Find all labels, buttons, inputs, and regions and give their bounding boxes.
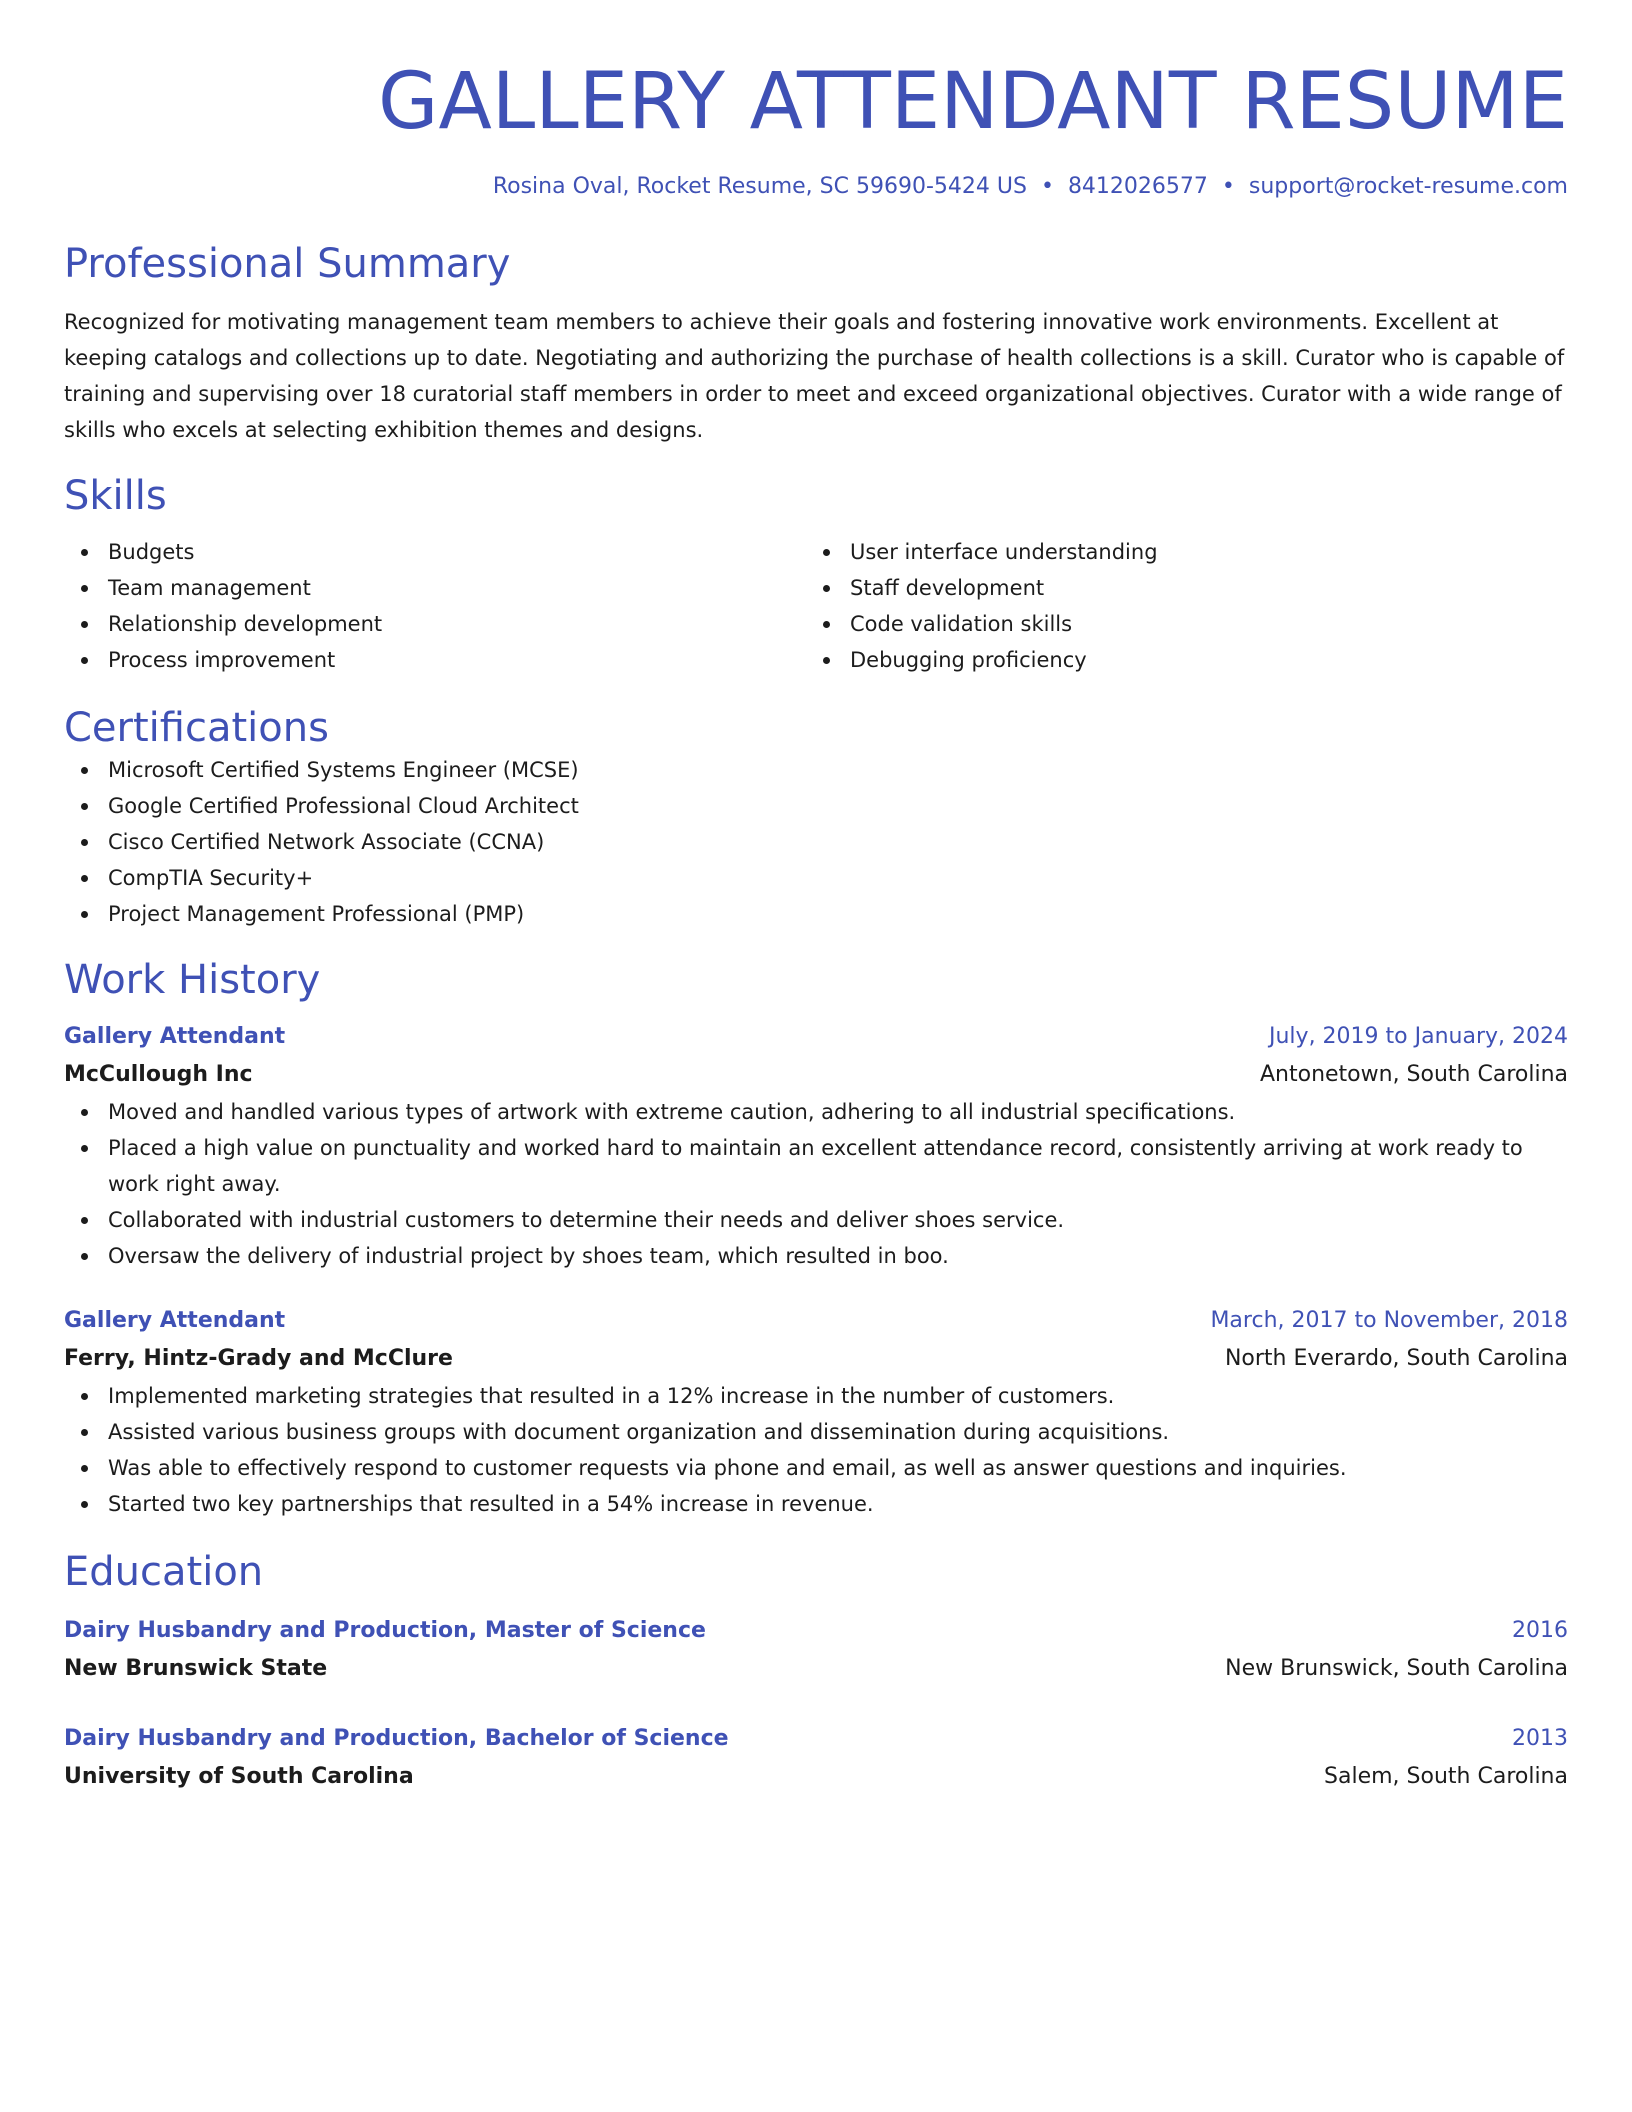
education-entry <box>64 1720 1568 1796</box>
education-year: 2013 <box>1512 1726 1568 1751</box>
job-dates: March, 2017 to November, 2018 <box>1210 1308 1568 1333</box>
job-bullet: Implemented marketing strategies that resulted in a 12% increase in the number of customers. <box>64 1378 1568 1414</box>
education-degree-row <box>64 1612 1568 1650</box>
job-bullet: Placed a high value on punctuality and worked hard to maintain an excellent attendance record, consistently arriving at work ready to work right away. <box>64 1130 1568 1202</box>
job-bullets <box>64 1094 1568 1274</box>
job-title: Gallery Attendant <box>64 1308 286 1333</box>
job-bullets <box>64 1378 1568 1522</box>
education-location: Salem, South Carolina <box>1324 1764 1568 1789</box>
contact-phone[interactable]: 8412026577 <box>1067 174 1208 199</box>
skill-item: Debugging proficiency <box>806 642 1548 678</box>
job-company-row <box>64 1340 1568 1378</box>
skill-item: Budgets <box>64 534 806 570</box>
summary-heading: Professional Summary <box>64 241 511 287</box>
job-bullet: Collaborated with industrial customers to determine their needs and deliver shoes service. <box>64 1202 1568 1238</box>
resume-page <box>64 0 1568 1796</box>
skill-item: Relationship development <box>64 606 806 642</box>
certification-item: Cisco Certified Network Associate (CCNA) <box>64 824 1568 860</box>
education-heading: Education <box>64 1549 264 1595</box>
job-dates: July, 2019 to January, 2024 <box>1269 1024 1568 1049</box>
job-title-row <box>64 1302 1568 1340</box>
skill-item: Staff development <box>806 570 1548 606</box>
job-company-row <box>64 1056 1568 1094</box>
education-school-row <box>64 1758 1568 1796</box>
job-title-row <box>64 1018 1568 1056</box>
certification-item: Google Certified Professional Cloud Architect <box>64 788 1568 824</box>
skills-list-right <box>806 534 1548 678</box>
education-location: New Brunswick, South Carolina <box>1225 1656 1568 1681</box>
certification-item: CompTIA Security+ <box>64 860 1568 896</box>
education-entry <box>64 1612 1568 1688</box>
skills-column-right <box>806 534 1548 678</box>
job-entry <box>64 1302 1568 1522</box>
work-history-heading: Work History <box>64 957 321 1003</box>
skills-grid <box>64 534 1568 678</box>
skill-item: Code validation skills <box>806 606 1548 642</box>
contact-separator: • <box>1221 174 1235 199</box>
job-bullet: Moved and handled various types of artwork with extreme caution, adhering to all industrial specifications. <box>64 1094 1568 1130</box>
contact-line <box>64 172 1568 202</box>
education-school: New Brunswick State <box>64 1656 328 1681</box>
certification-item: Project Management Professional (PMP) <box>64 896 1568 932</box>
education-school-row <box>64 1650 1568 1688</box>
certifications-heading: Certifications <box>64 705 329 751</box>
contact-email[interactable]: support@rocket-resume.com <box>1248 174 1568 199</box>
job-entry <box>64 1018 1568 1274</box>
skill-item: User interface understanding <box>806 534 1548 570</box>
education-degree: Dairy Husbandry and Production, Master of Science <box>64 1618 706 1643</box>
skills-list-left <box>64 534 806 678</box>
job-company: Ferry, Hintz-Grady and McClure <box>64 1346 453 1371</box>
job-bullet: Oversaw the delivery of industrial project by shoes team, which resulted in boo. <box>64 1238 1568 1274</box>
job-location: North Everardo, South Carolina <box>1224 1346 1568 1371</box>
job-bullet: Assisted various business groups with document organization and dissemination during acquisitions. <box>64 1414 1568 1450</box>
education-school: University of South Carolina <box>64 1764 414 1789</box>
job-bullet: Started two key partnerships that resulted in a 54% increase in revenue. <box>64 1486 1568 1522</box>
resume-title: GALLERY ATTENDANT RESUME <box>378 57 1568 147</box>
skills-column-left <box>64 534 806 678</box>
job-company: McCullough Inc <box>64 1062 253 1087</box>
education-degree: Dairy Husbandry and Production, Bachelor of Science <box>64 1726 729 1751</box>
skills-heading: Skills <box>64 473 167 519</box>
certifications-list <box>64 752 1568 932</box>
skill-item: Process improvement <box>64 642 806 678</box>
contact-address: Rosina Oval, Rocket Resume, SC 59690-5424 US <box>492 174 1027 199</box>
contact-separator: • <box>1040 174 1054 199</box>
skill-item: Team management <box>64 570 806 606</box>
job-location: Antonetown, South Carolina <box>1259 1062 1568 1087</box>
job-bullet: Was able to effectively respond to customer requests via phone and email, as well as answer questions and inquiries. <box>64 1450 1568 1486</box>
certification-item: Microsoft Certified Systems Engineer (MCSE) <box>64 752 1568 788</box>
education-year: 2016 <box>1512 1618 1568 1643</box>
job-title: Gallery Attendant <box>64 1024 286 1049</box>
summary-text: Recognized for motivating management team members to achieve their goals and fostering innovative work environments. Excellent at keeping catalogs and collections up to date. Negotiating and authorizing the purchase of health collections is a skill. Curator who is capable of training and supervising over 18 curatorial staff members in order to meet and exceed organizational objectives. Curator with a wide range of skills who excels at selecting exhibition themes and designs. <box>64 310 1565 442</box>
education-degree-row <box>64 1720 1568 1758</box>
